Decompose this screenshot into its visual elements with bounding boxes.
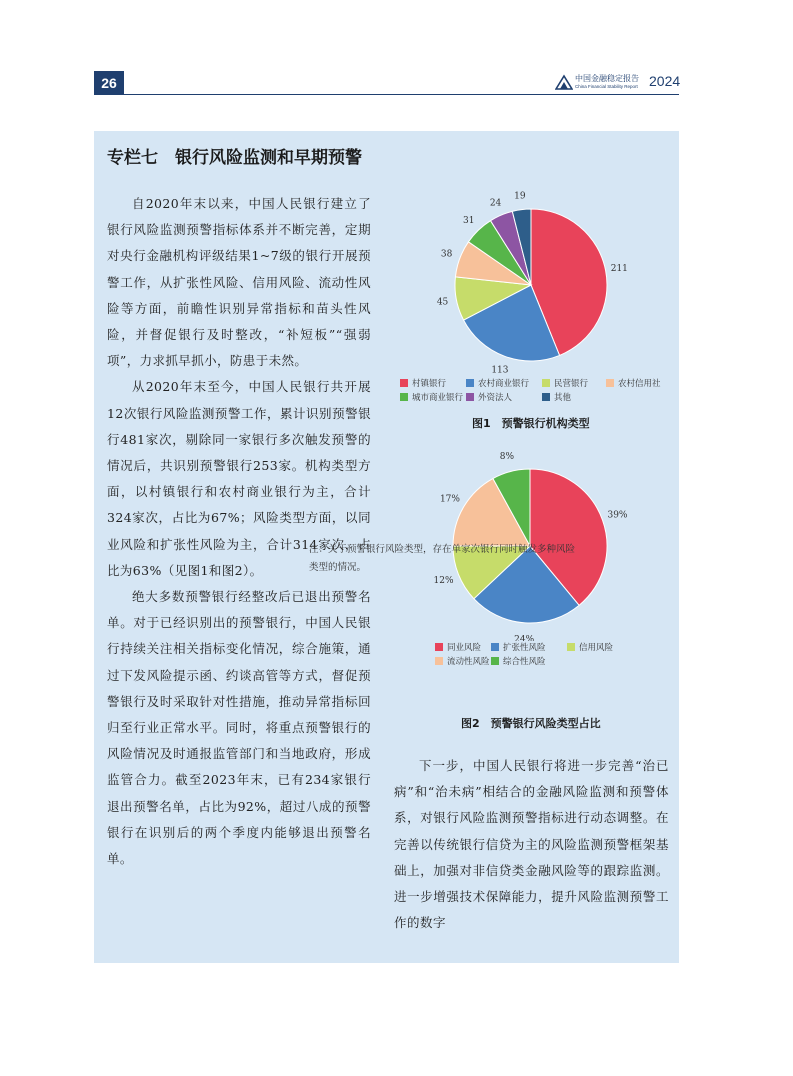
legend-label: 信用风险	[579, 643, 614, 653]
paragraph: 从2020年末至今，中国人民银行共开展12次银行风险监测预警工作，累计识别预警银行481家次，剔除同一家银行多次触发预警的情况后，共识别预警银行253家。机构类型方面，以村镇银行和农村商业银行为主，合计324家次，占比为67%；风险类型方面，以同业风险和扩张性风险为主，合计314家次，占比为63%（见图1和图2）。	[107, 379, 371, 578]
slice-value-label: 24	[489, 198, 502, 209]
brand-title-cn: 中国金融稳定报告	[575, 74, 639, 83]
legend-swatch	[400, 393, 408, 401]
header-rule	[94, 94, 679, 95]
legend-item	[542, 377, 588, 389]
legend-label: 同业风险	[447, 643, 482, 653]
legend-item	[400, 377, 446, 389]
legend-label: 农村信用社	[618, 379, 661, 389]
legend-label: 农村商业银行	[478, 379, 530, 389]
legend-label: 扩张性风险	[503, 643, 546, 653]
legend-item	[606, 377, 661, 389]
legend-item	[491, 655, 546, 667]
right-column	[394, 753, 669, 936]
brand-year: 2024	[649, 73, 681, 89]
legend-swatch	[435, 657, 443, 665]
legend-item	[567, 641, 613, 653]
legend-label: 流动性风险	[447, 657, 490, 667]
legend-item	[435, 655, 490, 667]
legend-item	[466, 377, 529, 389]
slice-value-label: 19	[514, 191, 526, 202]
legend-swatch	[567, 643, 575, 651]
legend-swatch	[435, 643, 443, 651]
paragraph: 下一步，中国人民银行将进一步完善“治已病”和“治未病”相结合的金融风险监测和预警体系，对银行风险监测预警指标进行动态调整。在完善以传统银行信贷为主的风险监测预警框架基础上，加强对非信贷类金融风险等的跟踪监测。进一步增强技术保障能力，提升风险监测预警工作的数字	[394, 758, 669, 931]
legend-item	[542, 391, 571, 403]
legend-label: 其他	[554, 393, 572, 403]
slice-value-label: 24%	[514, 634, 535, 641]
slice-value-label: 12%	[433, 576, 454, 587]
legend-risk-type	[435, 641, 675, 671]
figure1-caption: 图1 预警银行机构类型	[472, 417, 590, 430]
legend-swatch	[491, 643, 499, 651]
slice-value-label: 113	[491, 365, 509, 376]
legend-swatch	[606, 379, 614, 387]
legend-institution-type	[400, 377, 680, 407]
slice-value-label: 8%	[499, 451, 515, 462]
legend-label: 城市商业银行	[412, 393, 464, 403]
paragraph: 自2020年末以来，中国人民银行建立了银行风险监测预警指标体系并不断完善，定期对央行金融机构评级结果1~7级的银行开展预警工作，从扩张性风险、信用风险、流动性风险等方面，前瞻性识别异常指标和苗头性风险，并督促银行及时整改，“补短板”“强弱项”，力求抓早抓小，防患于未然。	[107, 196, 371, 369]
legend-item	[400, 391, 463, 403]
legend-swatch	[400, 379, 408, 387]
page-number: 26	[94, 71, 124, 95]
pie-chart-institution-type	[394, 189, 679, 379]
legend-swatch	[466, 393, 474, 401]
slice-value-label: 31	[462, 216, 475, 227]
box-title: 专栏七 银行风险监测和早期预警	[107, 148, 362, 168]
figure2-note: 注：关于预警银行风险类型，存在单家次银行同时触发多种风险类型的情况。	[309, 544, 576, 573]
legend-swatch	[491, 657, 499, 665]
legend-swatch	[542, 393, 550, 401]
report-brand	[555, 71, 679, 93]
legend-swatch	[542, 379, 550, 387]
legend-item	[491, 641, 546, 653]
figure2-caption: 图2 预警银行风险类型占比	[461, 717, 601, 730]
legend-label: 民营银行	[554, 379, 589, 389]
brand-title-en: China Financial Stability Report	[575, 84, 638, 89]
legend-label: 综合性风险	[503, 657, 546, 667]
legend-item	[435, 641, 481, 653]
slice-value-label: 38	[440, 249, 453, 260]
slice-value-label: 211	[610, 263, 628, 274]
slice-value-label: 39%	[607, 510, 628, 521]
paragraph: 绝大多数预警银行经整改后已退出预警名单。对于已经识别出的预警银行，中国人民银行持续关注相关指标变化情况，综合施策，通过下发风险提示函、约谈高管等方式，督促预警银行及时采取针对性措施，推动异常指标回归至行业正常水平。同时，将重点预警银行的风险情况及时通报监管部门和当地政府，形成监管合力。截至2023年末，已有234家银行退出预警名单，占比为92%，超过八成的预警银行在识别后的两个季度内能够退出预警名单。	[107, 589, 371, 867]
legend-label: 外资法人	[478, 393, 513, 403]
left-column	[107, 191, 371, 872]
slice-value-label: 45	[436, 297, 449, 308]
legend-label: 村镇银行	[412, 379, 447, 389]
legend-item	[466, 391, 512, 403]
slice-value-label: 17%	[439, 494, 460, 505]
legend-swatch	[466, 379, 474, 387]
report-logo-icon	[555, 73, 573, 91]
